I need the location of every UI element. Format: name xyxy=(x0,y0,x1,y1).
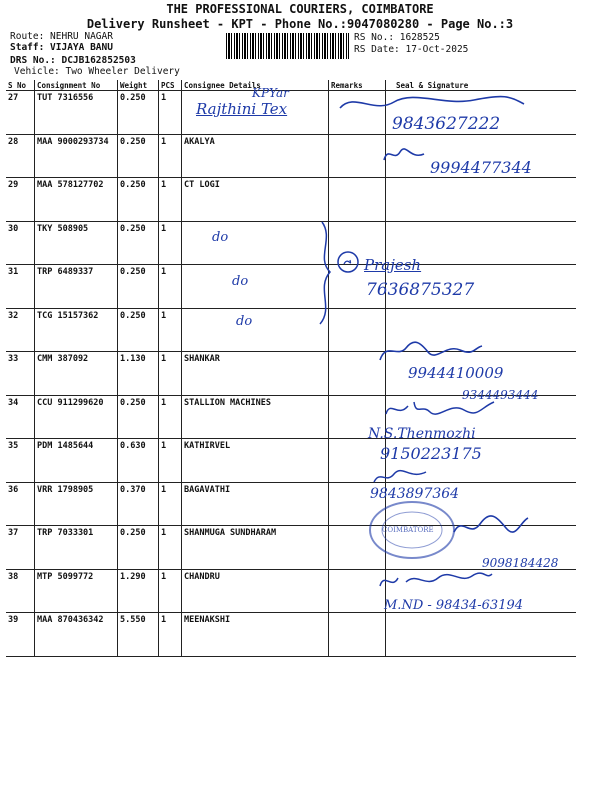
cell-details xyxy=(182,308,329,352)
cell-sno: 37 xyxy=(6,526,35,570)
cell-weight: 0.250 xyxy=(118,178,159,222)
table-row xyxy=(6,439,576,483)
table-row xyxy=(6,221,576,265)
hw-r27-name: Rajthini Tex xyxy=(196,100,288,118)
cell-details: SHANMUGA SUNDHARAM xyxy=(182,526,329,570)
cell-consignment: TRP 7033301 xyxy=(35,526,118,570)
cell-pcs: 1 xyxy=(159,221,182,265)
cell-sno: 31 xyxy=(6,265,35,309)
table-row xyxy=(6,308,576,352)
hw-r31-ditto: do xyxy=(232,274,249,289)
hw-r28-phone: 9994477344 xyxy=(430,158,532,177)
hw-r27-name-top: KPYar xyxy=(252,86,289,100)
rs-date: RS Date: 17-Oct-2025 xyxy=(354,44,469,55)
hw-r34-phone: 9344493444 xyxy=(462,388,539,402)
cell-weight: 1.290 xyxy=(118,569,159,613)
cell-seal xyxy=(386,178,577,222)
hw-r32-ditto: do xyxy=(236,314,253,329)
cell-weight: 0.250 xyxy=(118,265,159,309)
drs-label: DRS No.: DCJB162852503 xyxy=(10,55,136,66)
col-consignment: Consignment No xyxy=(35,80,118,91)
cell-details: MEENAKSHI xyxy=(182,613,329,657)
cell-consignment: TRP 6489337 xyxy=(35,265,118,309)
cell-sno: 28 xyxy=(6,134,35,178)
cell-consignment: TKY 508905 xyxy=(35,221,118,265)
cell-pcs: 1 xyxy=(159,178,182,222)
hw-r31-phone: 7636875327 xyxy=(366,280,475,300)
cell-weight: 0.250 xyxy=(118,308,159,352)
grouping-brace xyxy=(312,218,372,328)
table-row xyxy=(6,178,576,222)
cell-details: SHANKAR xyxy=(182,352,329,396)
cell-sno: 29 xyxy=(6,178,35,222)
hw-r39-name: M.ND - 98434-63194 xyxy=(384,598,524,613)
cell-details xyxy=(182,265,329,309)
cell-weight: 0.370 xyxy=(118,482,159,526)
table-row xyxy=(6,265,576,309)
cell-details: CHANDRU xyxy=(182,569,329,613)
cell-pcs: 1 xyxy=(159,265,182,309)
hw-r38-phone: 9098184428 xyxy=(482,556,559,570)
cell-sno: 33 xyxy=(6,352,35,396)
hw-r33-phone: 9944410009 xyxy=(408,364,504,382)
table-row xyxy=(6,613,576,657)
cell-weight: 0.250 xyxy=(118,134,159,178)
stamp-text: COIMBATORE xyxy=(382,526,434,534)
cell-sno: 35 xyxy=(6,439,35,483)
cell-remarks xyxy=(329,134,386,178)
cell-consignment: MAA 9000293734 xyxy=(35,134,118,178)
rs-number: RS No.: 1628525 xyxy=(354,32,440,43)
hw-r30-ditto: do xyxy=(212,230,229,245)
cell-consignment: MAA 870436342 xyxy=(35,613,118,657)
col-remarks: Remarks xyxy=(329,80,386,91)
cell-pcs: 1 xyxy=(159,526,182,570)
cell-details: AKALYA xyxy=(182,134,329,178)
col-weight: Weight xyxy=(118,80,159,91)
cell-sno: 30 xyxy=(6,221,35,265)
cell-pcs: 1 xyxy=(159,569,182,613)
cell-pcs: 1 xyxy=(159,134,182,178)
cell-seal xyxy=(386,613,577,657)
cell-weight: 0.250 xyxy=(118,221,159,265)
hw-r31-name: Prajesh xyxy=(364,256,422,274)
col-details: Consignee Details xyxy=(182,80,329,91)
cell-weight: 0.630 xyxy=(118,439,159,483)
cell-sno: 38 xyxy=(6,569,35,613)
header-subtitle: Delivery Runsheet - KPT - Phone No.:9047080280 - Page No.:3 xyxy=(86,17,514,31)
r36-signature xyxy=(370,466,430,488)
hw-r27-phone: 9843627222 xyxy=(392,114,501,134)
r28-signature xyxy=(380,144,430,166)
hw-r36-phone: 9843897364 xyxy=(370,486,460,502)
cell-weight: 1.130 xyxy=(118,352,159,396)
col-pcs: PCS xyxy=(159,80,182,91)
cell-consignment: MTP 5099772 xyxy=(35,569,118,613)
header-title: THE PROFESSIONAL COURIERS, COIMBATORE xyxy=(166,2,434,16)
cell-pcs: 1 xyxy=(159,308,182,352)
r34-signature xyxy=(380,396,500,422)
r33-signature xyxy=(376,338,486,366)
cell-sno: 32 xyxy=(6,308,35,352)
cell-consignment: VRR 1798905 xyxy=(35,482,118,526)
cell-weight: 0.250 xyxy=(118,395,159,439)
cell-details: BAGAVATHI xyxy=(182,482,329,526)
staff-label: Staff: VIJAYA BANU xyxy=(10,42,113,53)
cell-weight: 0.250 xyxy=(118,526,159,570)
cell-remarks xyxy=(329,613,386,657)
vehicle-label: Vehicle: Two Wheeler Delivery xyxy=(14,66,180,77)
barcode xyxy=(226,33,349,59)
cell-consignment: PDM 1485644 xyxy=(35,439,118,483)
cell-consignment: TUT 7316556 xyxy=(35,91,118,135)
hw-r35-name: N.S.Thenmozhi xyxy=(368,426,476,442)
cell-consignment: CCU 911299620 xyxy=(35,395,118,439)
cell-details: STALLION MACHINES xyxy=(182,395,329,439)
cell-sno: 27 xyxy=(6,91,35,135)
cell-pcs: 1 xyxy=(159,613,182,657)
cell-pcs: 1 xyxy=(159,482,182,526)
cell-sno: 36 xyxy=(6,482,35,526)
hw-r35-phone: 9150223175 xyxy=(380,444,482,463)
col-sno: S No xyxy=(6,80,35,91)
cell-consignment: CMM 387092 xyxy=(35,352,118,396)
cell-weight: 5.550 xyxy=(118,613,159,657)
cell-details xyxy=(182,221,329,265)
cell-pcs: 1 xyxy=(159,395,182,439)
cell-pcs: 1 xyxy=(159,439,182,483)
cell-consignment: TCG 15157362 xyxy=(35,308,118,352)
route-label: Route: NEHRU NAGAR xyxy=(10,31,113,42)
cell-details: KATHIRVEL xyxy=(182,439,329,483)
r38-signature xyxy=(376,568,496,594)
col-seal: Seal & Signature xyxy=(386,80,577,91)
cell-consignment: MAA 578127702 xyxy=(35,178,118,222)
cell-remarks xyxy=(329,178,386,222)
r37-signature xyxy=(450,512,530,542)
cell-weight: 0.250 xyxy=(118,91,159,135)
cell-pcs: 1 xyxy=(159,352,182,396)
cell-sno: 34 xyxy=(6,395,35,439)
cell-details: CT LOGI xyxy=(182,178,329,222)
cell-sno: 39 xyxy=(6,613,35,657)
cell-pcs: 1 xyxy=(159,91,182,135)
